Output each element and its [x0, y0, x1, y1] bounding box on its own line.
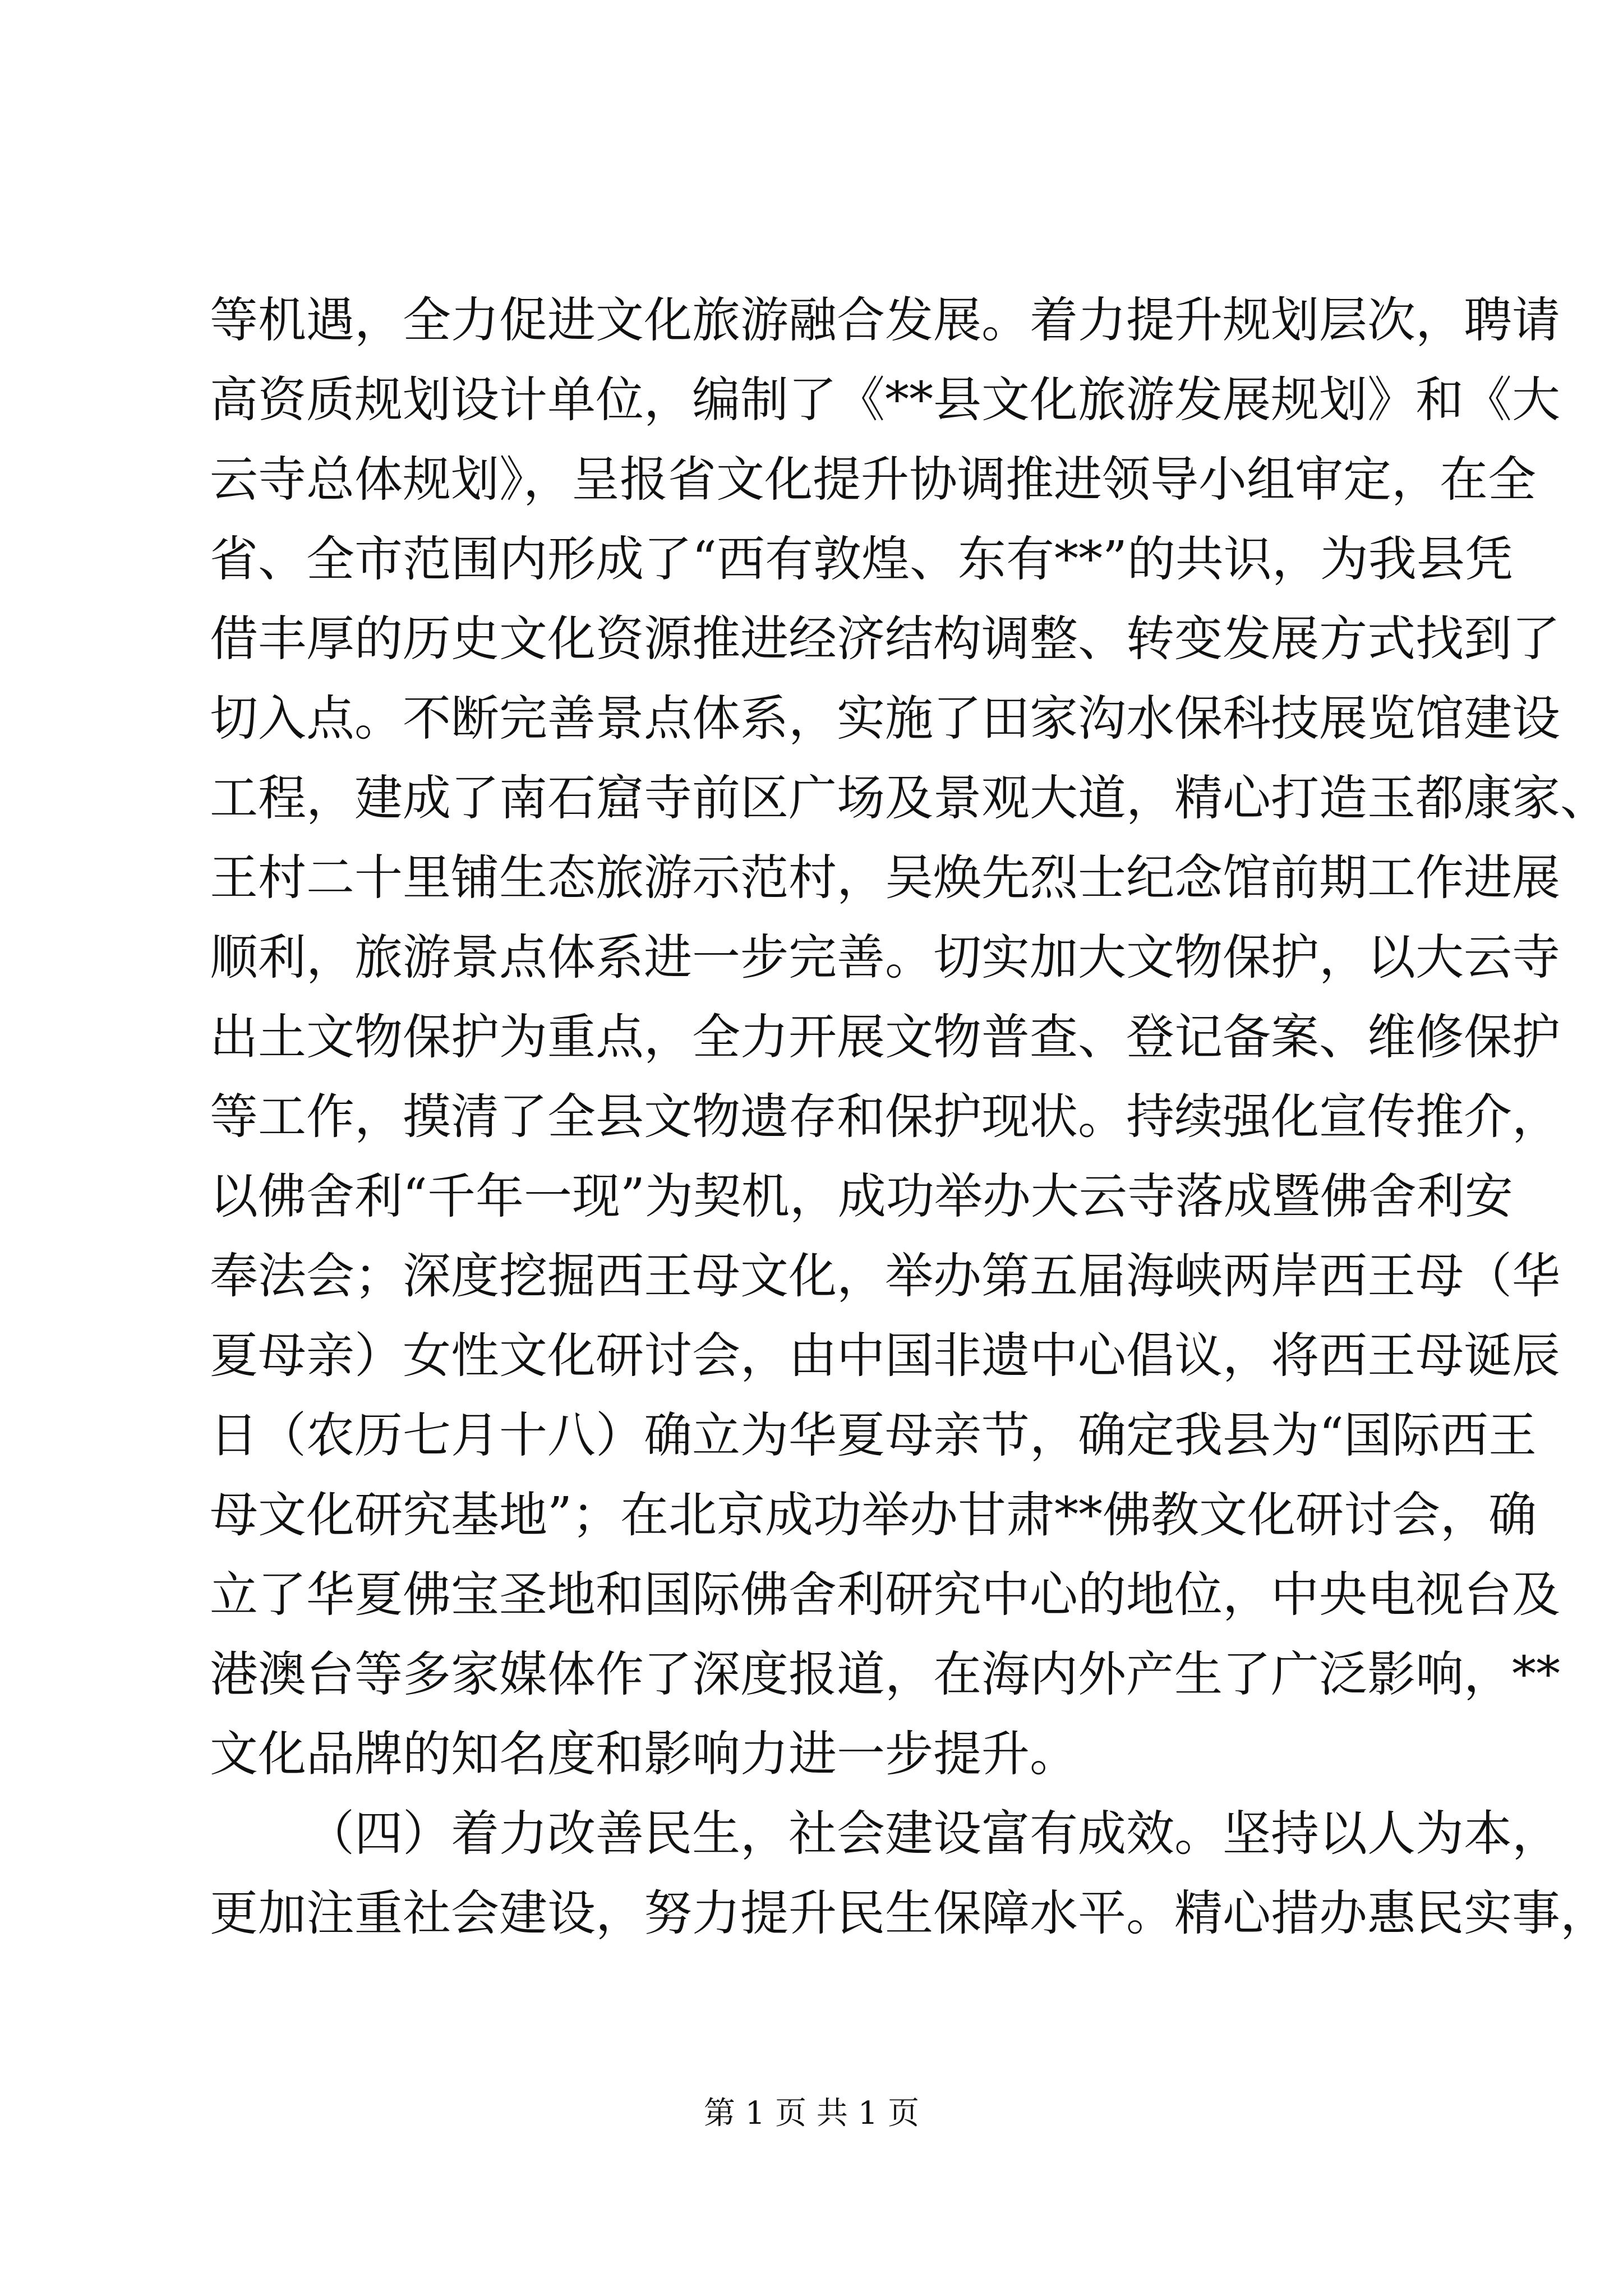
section-heading-line: （四）着力改善民生，社会建设富有成效。坚持以人为本， [306, 1806, 1560, 1862]
text-line: 日（农历七月十八）确立为华夏母亲节，确定我县为“国际西王 [210, 1407, 1537, 1464]
text-line: 顺利，旅游景点体系进一步完善。切实加大文物保护，以大云寺 [210, 930, 1560, 986]
text-line: 以佛舍利“千年一现”为契机，成功举办大云寺落成暨佛舍利安 [210, 1168, 1513, 1225]
text-line: 夏母亲）女性文化研讨会，由中国非遗中心倡议，将西王母诞辰 [210, 1328, 1560, 1384]
text-line: 立了华夏佛宝圣地和国际佛舍利研究中心的地位，中央电视台及 [210, 1567, 1560, 1623]
text-line: 借丰厚的历史文化资源推进经济结构调整、转变发展方式找到了 [210, 611, 1560, 667]
text-line: 奉法会；深度挖掘西王母文化，举办第五届海峡两岸西王母（华 [210, 1248, 1560, 1304]
text-line: 等机遇，全力促进文化旅游融合发展。着力提升规划层次，聘请 [210, 292, 1560, 348]
text-line: 高资质规划设计单位，编制了《**县文化旅游发展规划》和《大 [210, 372, 1560, 428]
text-line: 文化品牌的知名度和影响力进一步提升。 [210, 1726, 1078, 1782]
text-line: 港澳台等多家媒体作了深度报道，在海内外产生了广泛影响，** [210, 1646, 1560, 1703]
text-line: 云寺总体规划》，呈报省文化提升协调推进领导小组审定，在全 [210, 452, 1536, 508]
text-line: 省、全市范围内形成了“西有敦煌、东有**”的共识，为我县凭 [210, 531, 1513, 587]
text-line: 出土文物保护为重点，全力开展文物普查、登记备案、维修保护 [210, 1009, 1560, 1065]
text-line: 切入点。不断完善景点体系，实施了田家沟水保科技展览馆建设 [210, 691, 1560, 747]
text-line: 王村二十里铺生态旅游示范村，吴焕先烈士纪念馆前期工作进展 [210, 850, 1560, 906]
text-line: 母文化研究基地”；在北京成功举办甘肃**佛教文化研讨会，确 [210, 1487, 1537, 1543]
document-body [210, 280, 1608, 1953]
text-line: 等工作，摸清了全县文物遗存和保护现状。持续强化宣传推介， [210, 1089, 1560, 1145]
text-line: 更加注重社会建设，努力提升民生保障水平。精心措办惠民实事， [210, 1885, 1608, 1941]
text-line: 工程，建成了南石窟寺前区广场及景观大道，精心打造玉都康家、 [210, 770, 1608, 826]
page-footer: 第 1 页 共 1 页 [703, 2095, 920, 2132]
